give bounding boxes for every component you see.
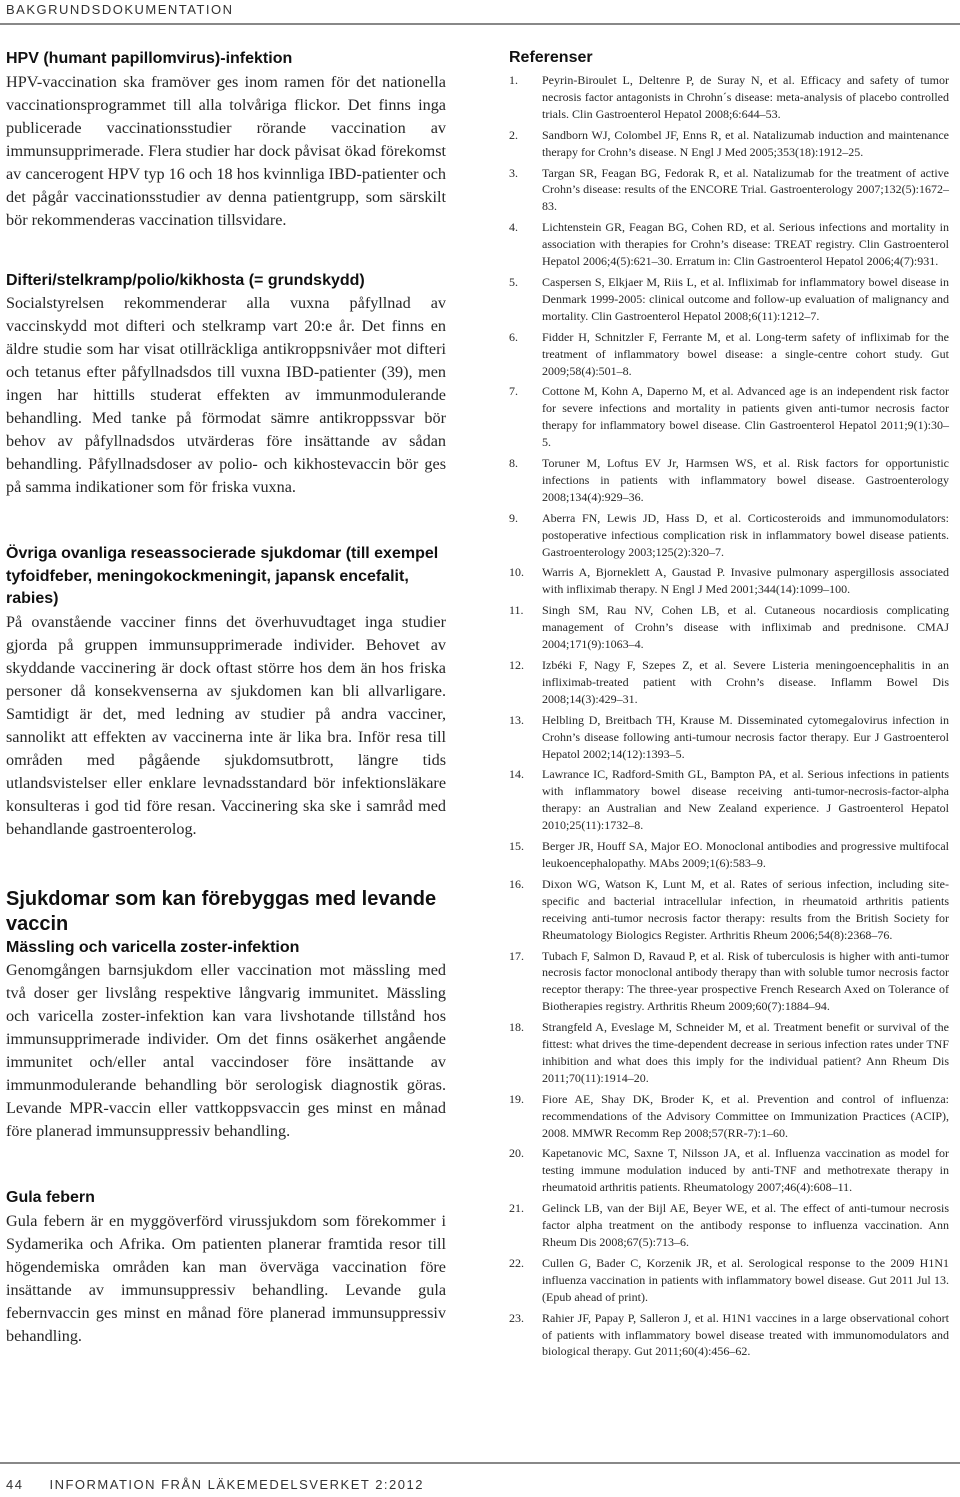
reference-text: Sandborn WJ, Colombel JF, Enns R, et al. Natalizumab induction and maintenance therapy for Crohn’s disease. N Engl J Med 2005;353(18):1912–25. [542, 127, 949, 159]
section-title-difteri: Difteri/stelkramp/polio/kikhosta (= grundskydd) [6, 271, 365, 289]
reference-number: 2. [509, 127, 518, 142]
references-list [509, 72, 949, 1360]
publication-name: INFORMATION FRÅN LÄKEMEDELSVERKET 2:2012 [49, 1477, 424, 1492]
reference-item [509, 1255, 949, 1306]
section-difteri [6, 270, 446, 500]
reference-text: Singh SM, Rau NV, Cohen LB, et al. Cutaneous nocardiosis complicating management of Crohn’s disease with infliximab and prednisone. CMAJ 2004;171(9):1063–4. [542, 603, 949, 652]
reference-number: 6. [509, 329, 518, 344]
page-footer [6, 1477, 606, 1492]
reference-number: 14. [509, 767, 524, 782]
reference-number: 1. [509, 73, 518, 87]
section-body-hpv: HPV-vaccination ska framöver ges inom ramen för det nationella vaccinationsprogrammet till alla tolvåriga flickor. Det finns inga publicerade vaccinationsstudier rörande vaccination av immunsupprimerade. Flera studier har dock påvisat ökad förekomst av cancerogent HPV typ 16 och 18 hos kvinnliga IBD-patienter och det pågår vaccinationsstudier av denna patientgrupp, som särskilt bör rekommenderas vaccination tillsvidare. [6, 72, 446, 229]
reference-item [509, 766, 949, 834]
reference-text: Fidder H, Schnitzler F, Ferrante M, et al. Long-term safety of infliximab for the treatment of inflammatory bowel disease: a single-centre cohort study. Gut 2009;58(4):501–8. [542, 329, 949, 378]
reference-number: 17. [509, 948, 524, 963]
section-levande-vaccin [6, 887, 446, 1144]
reference-item [509, 1145, 949, 1196]
reference-item [509, 876, 949, 944]
reference-item [509, 712, 949, 763]
reference-text: Helbling D, Breitbach TH, Krause M. Disseminated cytomegalovirus infection in Crohn’s disease following anti-tumour necrosis factor therapy. Eur J Gastroenterol Hepatol 2002;14(12):1393–5. [542, 712, 949, 761]
section-title-gula-febern: Gula febern [6, 1189, 95, 1206]
reference-text: Targan SR, Feagan BG, Fedorak R, et al. Natalizumab for the treatment of active Crohn’s disease: results of the ENCORE Trial. Gastroenterology 2007;132(5):1672–83. [542, 165, 949, 214]
subsection-title-massling: Mässling och varicella zoster-infektion [6, 938, 300, 956]
reference-item [509, 329, 949, 380]
reference-text: Dixon WG, Watson K, Lunt M, et al. Rates of serious infection, including site-specific and bacterial intracellular infection, in rheumatoid arthritis patients receiving anti-tumor necrosis factor therapy: results from the British Society for Rheumatology Biologics Register. Arthritis Rheum 2006;54(8):2368–76. [542, 876, 949, 942]
reference-item [509, 219, 949, 270]
page-number: 44 [6, 1477, 24, 1492]
reference-text: Izbéki F, Nagy F, Szepes Z, et al. Severe Listeria meningoencephalitis in an infliximab-treated patient with Crohn’s disease. Inflamm Bowel Dis 2008;14(3):429–31. [542, 658, 949, 706]
reference-item [509, 165, 949, 216]
reference-number: 7. [509, 384, 518, 399]
section-body-massling: Genomgången barnsjukdom eller vaccination mot mässling med två doser ger livslång respektive långvarig immunitet. Mässling och varicella zoster-infektion kan vara livshotande tillstånd hos immunsupprimerade individer. Om det finns osäkerhet angående immunitet och/eller antal vaccindoser före insättande av immunmodulerande behandling bör serologisk diagnostik göras. Levande MPR-vaccin eller vattkoppsvaccin ges minst en månad före planerad immunsuppressiv behandling. [6, 961, 446, 1140]
reference-item [509, 1019, 949, 1087]
reference-number: 4. [509, 220, 518, 235]
section-title-hpv: HPV (humant papillomvirus)-infektion [6, 50, 293, 67]
reference-text: Fiore AE, Shay DK, Broder K, et al. Prevention and control of influenza: recommendations of the Advisory Committee on Immunization Practices (ACIP), 2008. MMWR Recomm Rep 2008;57(RR-7):1–60. [542, 1091, 949, 1140]
reference-text: Rahier JF, Papay P, Salleron J, et al. H1N1 vaccines in a large observational cohort of patients with inflammatory bowel disease treated with immunomodulators and biological therapy. Gut 2011;60(4):456–62. [542, 1310, 949, 1359]
reference-text: Cottone M, Kohn A, Daperno M, et al. Advanced age is an independent risk factor for severe infections and mortality in patients given anti-tumor necrosis factor therapy for inflammatory bowel disease. Clin Gastroenterol Hepatol 2011;9(1):30–5. [542, 384, 949, 450]
section-body-gula-febern: Gula febern är en myggöverförd virussjukdom som förekommer i Sydamerika och Afrika. Om patienten planerar framtida resor till högendemiska områden kan man överväga vaccination före insättande av immunsuppressiv behandling. Levande gula febernvaccin ges minst en månad före planerad immunsuppressiv behandling. [6, 1211, 446, 1345]
reference-text: Toruner M, Loftus EV Jr, Harmsen WS, et al. Risk factors for opportunistic infections in patients with inflammatory bowel disease. Gastroenterology 2008;134(4):929–36. [542, 456, 949, 504]
section-ovriga [6, 543, 446, 841]
reference-text: Tubach F, Salmon D, Ravaud P, et al. Risk of tuberculosis is higher with anti-tumor necrosis factor monoclonal antibody therapy than with soluble tumor necrosis factor receptor therapy: The three-year prospective French Research Axed on Tolerance of Biotherapies registry. Arthritis Rheum 2009;60(7):1884–94. [542, 948, 949, 1014]
reference-item [509, 657, 949, 708]
section-body-ovriga: På ovanstående vacciner finns det överhuvudtaget inga studier gjorda på gruppen immunsupprimerade individer. Behovet av skyddande vaccinering är dock oftast större hos dem än hos friska personer då konsekvenserna av sjukdomen kan bli allvarligare. Samtidigt är det, med ledning av studier på andra vacciner, sannolikt att effekten av vaccinerna inte är lika bra. Inför resa till områden med pågående sjukdomsutbrott, längre tids utlandsvistelser eller enklare levnadsstandard bör infektionsläkare konsulteras i god tid före resan. Vaccinering ska ske i samråd med behandlande gastroenterolog. [6, 612, 446, 838]
left-column [6, 48, 446, 1348]
reference-number: 19. [509, 1091, 524, 1106]
reference-item [509, 127, 949, 161]
reference-item [509, 838, 949, 872]
section-gula-febern [6, 1187, 446, 1348]
reference-number: 5. [509, 274, 518, 289]
reference-text: Peyrin-Biroulet L, Deltenre P, de Suray N, et al. Efficacy and safety of tumor necrosis factor antagonists in Chrohn´s disease: meta-analysis of placebo controlled trials. Clin Gastroenterol Hepatol 2008;6:644–53. [542, 73, 949, 121]
reference-text: Aberra FN, Lewis JD, Hass D, et al. Corticosteroids and immunomodulators: postoperative infectious complication risk in inflammatory bowel disease patients. Gastroenterology 2003;125(2):320–7. [542, 510, 949, 559]
reference-number: 18. [509, 1020, 524, 1035]
reference-item [509, 383, 949, 451]
reference-item [509, 564, 949, 598]
references-title: Referenser [509, 49, 593, 66]
references-column [509, 48, 949, 1364]
reference-number: 3. [509, 165, 518, 180]
reference-item [509, 1200, 949, 1251]
reference-item [509, 1091, 949, 1142]
reference-number: 13. [509, 712, 524, 727]
reference-item [509, 1310, 949, 1361]
reference-number: 12. [509, 658, 524, 672]
reference-item [509, 948, 949, 1016]
reference-item [509, 274, 949, 325]
reference-number: 16. [509, 876, 524, 891]
reference-text: Gelinck LB, van der Bijl AE, Beyer WE, et al. The effect of anti-tumour necrosis factor alpha treatment on the antibody response to influenza vaccination. Ann Rheum Dis 2008;67(5):713–6. [542, 1201, 949, 1249]
reference-number: 10. [509, 565, 524, 580]
reference-text: Strangfeld A, Eveslage M, Schneider M, et al. Treatment benefit or survival of the fittest: what drives the time-dependent decrease in serious infection rates under TNF inhibition and what does this imply for the individual patient? Ann Rheum Dis 2011;70(11):1914–20. [542, 1020, 949, 1085]
reference-number: 15. [509, 839, 524, 854]
reference-text: Lawrance IC, Radford-Smith GL, Bampton PA, et al. Serious infections in patients with inflammatory bowel disease receiving anti-tumor-necrosis-factor-alpha therapy: an Australian and New Zealand experience. J Gastroenterol Hepatol 2010;25(11):1732–8. [542, 767, 949, 833]
reference-text: Lichtenstein GR, Feagan BG, Cohen RD, et al. Serious infections and mortality in association with therapies for Crohn’s disease: TREAT registry. Clin Gastroenterol Hepatol 2006;4(5):621–30. Erratum in: Clin Gastroenterol Hepatol 2006;4(7):931. [542, 220, 949, 269]
running-head: BAKGRUNDSDOKUMENTATION [6, 2, 234, 17]
reference-item [509, 72, 949, 123]
top-rule [0, 23, 960, 25]
reference-text: Cullen G, Bader C, Korzenik JR, et al. Serological response to the 2009 H1N1 influenza vaccination in patients with inflammatory bowel disease. Gut 2011 Jul 13. (Epub ahead of print). [542, 1255, 949, 1304]
reference-number: 11. [509, 603, 524, 618]
section-body-difteri: Socialstyrelsen rekommenderar alla vuxna påfyllnad av vaccinskydd mot difteri och stelkramp vart 20:e år. Det finns en äldre studie som har visat otillräckliga antikroppsnivåer mot difteri och tetanus efter påfyllnadsdos till vuxna IBD-patienter (39), men ingen har hittills studerat effekten av immunmodulerande behandling. Med tanke på förmodat sämre antikroppssvar bör behov av påfyllnadsdos utvärderas före insättande av sådan behandling. Påfyllnadsdoser av polio- och kikhostevaccin bör ges på samma indikationer som för friska vuxna. [6, 294, 446, 496]
bottom-rule [0, 1462, 960, 1464]
reference-item [509, 510, 949, 561]
reference-number: 22. [509, 1255, 524, 1270]
section-title-levande-vaccin: Sjukdomar som kan förebyggas med levande vaccin [6, 887, 437, 935]
reference-text: Kapetanovic MC, Saxne T, Nilsson JA, et al. Influenza vaccination as model for testing immune modulation induced by anti-TNF and methotrexate therapy in rheumatoid arthritis patients. Rheumatology 2007;46(4):608–11. [542, 1146, 949, 1195]
reference-number: 23. [509, 1310, 524, 1325]
reference-text: Berger JR, Houff SA, Major EO. Monoclonal antibodies and progressive multifocal leukoencephalopathy. MAbs 2009;1(6):583–9. [542, 839, 949, 870]
reference-number: 20. [509, 1146, 524, 1161]
reference-text: Caspersen S, Elkjaer M, Riis L, et al. Infliximab for inflammatory bowel disease in Denmark 1999-2005: clinical outcome and follow-up evaluation of malignancy and mortality. Clin Gastroenterol Hepatol 2008;6(11):1212–7. [542, 274, 949, 323]
reference-text: Warris A, Bjorneklett A, Gaustad P. Invasive pulmonary aspergillosis associated with infliximab therapy. N Engl J Med 2001;344(14):1099–100. [542, 565, 949, 597]
reference-number: 21. [509, 1201, 524, 1216]
reference-number: 8. [509, 456, 518, 471]
reference-item [509, 602, 949, 653]
section-hpv [6, 48, 446, 232]
section-title-ovriga: Övriga ovanliga reseassocierade sjukdomar (till exempel tyfoidfeber, meningokockmeningit, japansk encefalit, rabies) [6, 545, 439, 607]
reference-number: 9. [509, 510, 518, 525]
reference-item [509, 455, 949, 506]
